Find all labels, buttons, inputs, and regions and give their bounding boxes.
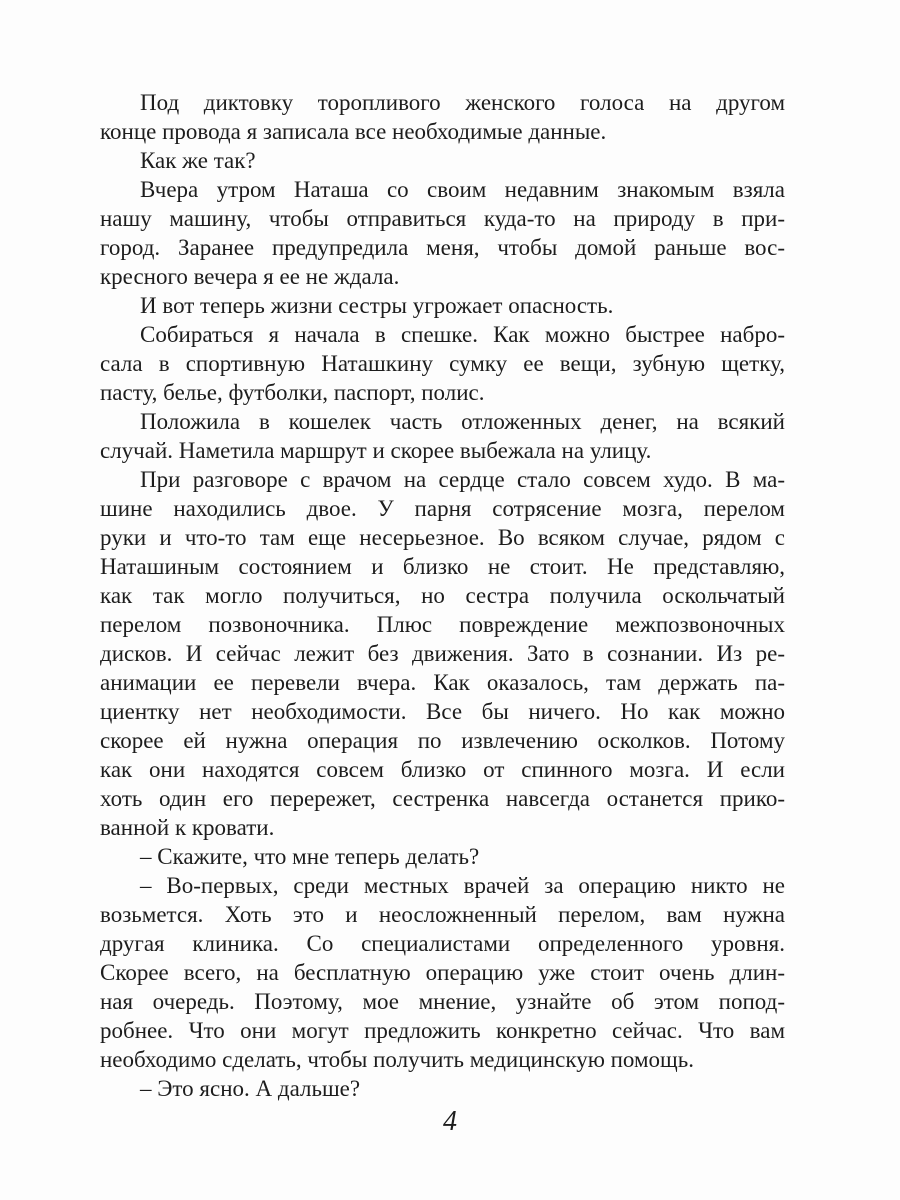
text-line: Положила в кошелек часть отложенных денег, на всякий	[140, 409, 785, 434]
text-line: При разговоре с врачом на сердце стало совсем худо. В ма-	[140, 467, 785, 492]
text-line: Скорее всего, на бесплатную операцию уже стоит очень длин-	[100, 960, 785, 985]
text-line: Наташиным состоянием и близко не стоит. Не представляю,	[100, 554, 785, 579]
text-line: дисков. И сейчас лежит без движения. Зато в сознании. Из ре-	[100, 641, 785, 666]
text-line: Под диктовку торопливого женского голоса на другом	[140, 90, 785, 115]
text-line: ная очередь. Поэтому, мое мнение, узнайте об этом попод-	[100, 989, 785, 1014]
text-line: – Скажите, что мне теперь делать?	[140, 844, 480, 869]
text-line: пасту, белье, футболки, паспорт, полис.	[100, 380, 485, 405]
text-line: случай. Наметила маршрут и скорее выбежала на улицу.	[100, 438, 652, 463]
text-line: город. Заранее предупредила меня, чтобы домой раньше вос-	[100, 235, 785, 260]
text-line: конце провода я записала все необходимые данные.	[100, 119, 607, 144]
text-line: шине находились двое. У парня сотрясение мозга, перелом	[100, 496, 785, 521]
paragraph	[100, 407, 785, 465]
paragraph	[100, 465, 785, 842]
page-text	[100, 88, 785, 1103]
paragraph	[100, 871, 785, 1074]
text-line: И вот теперь жизни сестры угрожает опасность.	[140, 293, 614, 318]
paragraph	[100, 175, 785, 291]
text-line: скорее ей нужна операция по извлечению осколков. Потому	[100, 728, 785, 753]
text-line: анимации ее перевели вчера. Как оказалось, там держать па-	[100, 670, 785, 695]
text-line: другая клиника. Со специалистами определенного уровня.	[100, 931, 785, 956]
text-line: – Во-первых, среди местных врачей за операцию никто не	[140, 873, 785, 898]
page-number: 4	[443, 1106, 457, 1137]
text-line: Как же так?	[140, 148, 256, 173]
paragraph	[100, 146, 785, 175]
text-line: возьмется. Хоть это и неосложненный перелом, вам нужна	[100, 902, 785, 927]
text-line: циентку нет необходимости. Все бы ничего. Но как можно	[100, 699, 785, 724]
paragraph	[100, 842, 785, 871]
text-line: хоть один его перережет, сестренка навсегда останется прико-	[100, 786, 785, 811]
text-line: робнее. Что они могут предложить конкретно сейчас. Что вам	[100, 1018, 785, 1043]
text-line: перелом позвоночника. Плюс повреждение межпозвоночных	[100, 612, 785, 637]
paragraph	[100, 88, 785, 146]
text-line: – Это ясно. А дальше?	[140, 1076, 361, 1101]
text-line: руки и что-то там еще несерьезное. Во всяком случае, рядом с	[100, 525, 785, 550]
text-line: как они находятся совсем близко от спинного мозга. И если	[100, 757, 785, 782]
text-line: нашу машину, чтобы отправиться куда-то на природу в при-	[100, 206, 785, 231]
text-line: сала в спортивную Наташкину сумку ее вещи, зубную щетку,	[100, 351, 785, 376]
text-line: ванной к кровати.	[100, 815, 275, 840]
paragraph	[100, 1074, 785, 1103]
text-line: как так могло получиться, но сестра получила оскольчатый	[100, 583, 785, 608]
text-line: Собираться я начала в спешке. Как можно быстрее набро-	[140, 322, 785, 347]
paragraph	[100, 320, 785, 407]
text-line: Вчера утром Наташа со своим недавним знакомым взяла	[140, 177, 785, 202]
text-line: кресного вечера я ее не ждала.	[100, 264, 400, 289]
text-line: необходимо сделать, чтобы получить медицинскую помощь.	[100, 1047, 695, 1072]
paragraph	[100, 291, 785, 320]
